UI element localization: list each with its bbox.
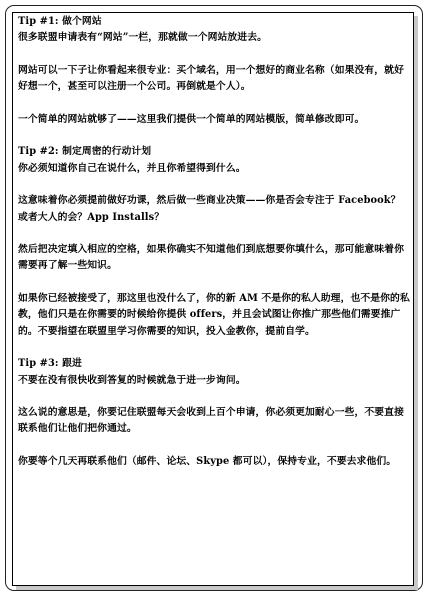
spacer	[18, 47, 410, 63]
spacer	[18, 275, 410, 291]
tip-2-paragraph-4: 如果你已经被接受了，那这里也没什么了，你的新 AM 不是你的私人助理，也不是你的私教，他们只是在你需要的时候给你提供 offers，并且会试图让你推广那些他们需要推广的。不要指望在联盟里学习你需要的知识，投入金教你，提前自学。	[18, 293, 410, 337]
tip-1-paragraph-3: 一个简单的网站就够了——这里我们提供一个简单的网站模版，简单修改即可。	[18, 113, 365, 125]
tip-2-paragraph-3: 然后把决定填入相应的空格，如果你确实不知道他们到底想要你填什么，那可能意味着你需要再了解一些知识。	[18, 244, 404, 272]
tip-2-title: Tip #2: 制定周密的行动计划	[18, 146, 152, 158]
spacer	[18, 438, 410, 454]
tip-1-title: Tip #1: 做个网站	[18, 16, 102, 27]
spacer	[18, 128, 410, 144]
document-body	[18, 14, 410, 470]
tip-3-paragraph-3: 你要等个几天再联系他们（邮件、论坛、Skype 都可以），保持专业，不要去求他们。	[18, 456, 397, 468]
spacer	[18, 389, 410, 405]
spacer	[18, 95, 410, 111]
tip-1-paragraph-1: 很多联盟申请表有“网站”一栏，那就做一个网站放进去。	[18, 32, 267, 44]
spacer	[18, 340, 410, 356]
tip-2-paragraph-1: 你必须知道你自己在说什么，并且你希望得到什么。	[18, 162, 246, 174]
tip-3-paragraph-2: 这么说的意思是，你要记住联盟每天会收到上百个申请，你必须更加耐心一些，不要直接联系他们让他们把你通过。	[18, 407, 404, 435]
spacer	[18, 177, 410, 193]
tip-3-paragraph-1: 不要在没有很快收到答复的时候就急于进一步询问。	[18, 374, 246, 386]
tip-3-title: Tip #3: 跟进	[18, 358, 82, 370]
spacer	[18, 226, 410, 242]
tip-1-paragraph-2: 网站可以一下子让你看起来很专业：买个域名，用一个想好的商业名称（如果没有，就好好想一个，甚至可以注册一个公司。再倒就是个人）。	[18, 64, 404, 93]
tip-2-paragraph-2: 这意味着你必须提前做好功课，然后做一些商业决策——你是否会专注于 Facebook？或者大人的会？App Installs？	[18, 195, 401, 223]
